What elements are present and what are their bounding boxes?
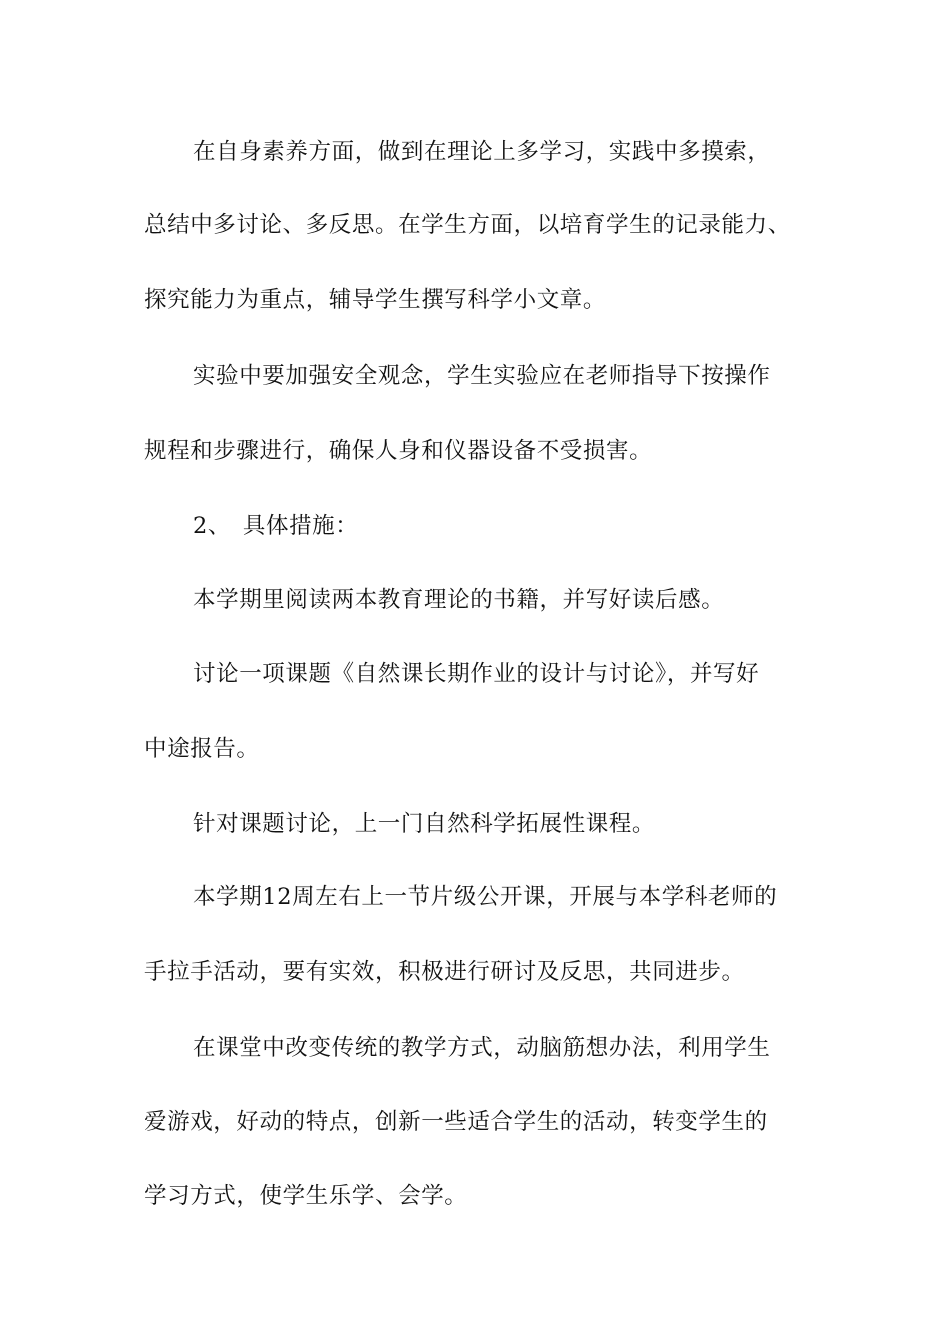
paragraph-line: 讨论一项课题《自然课长期作业的设计与讨论》，并写好 (193, 661, 760, 687)
paragraph-line: 在课堂中改变传统的教学方式，动脑筋想办法，利用学生 (193, 1035, 771, 1061)
paragraph-line: 实验中要加强安全观念，学生实验应在老师指导下按操作 (193, 363, 771, 389)
paragraph-line: 爱游戏，好动的特点，创新一些适合学生的活动，转变学生的 (144, 1109, 768, 1135)
paragraph-line: 学习方式，使学生乐学、会学。 (144, 1183, 468, 1209)
paragraph-line: 针对课题讨论，上一门自然科学拓展性课程。 (193, 811, 656, 837)
paragraph-line: 中途报告。 (144, 736, 260, 762)
paragraph-line: 本学期里阅读两本教育理论的书籍，并写好读后感。 (193, 587, 725, 613)
paragraph-line: 总结中多讨论、多反思。在学生方面，以培育学生的记录能力、 (144, 212, 791, 238)
section-heading: 2、 具体措施： (193, 513, 359, 539)
paragraph-line: 探究能力为重点，辅导学生撰写科学小文章。 (144, 287, 607, 313)
paragraph-line: 本学期12周左右上一节片级公开课，开展与本学科老师的 (193, 884, 778, 910)
paragraph-line: 手拉手活动，要有实效，积极进行研讨及反思，共同进步。 (144, 959, 745, 985)
paragraph-line: 在自身素养方面，做到在理论上多学习，实践中多摸索， (193, 139, 771, 165)
paragraph-line: 规程和步骤进行，确保人身和仪器设备不受损害。 (144, 438, 653, 464)
